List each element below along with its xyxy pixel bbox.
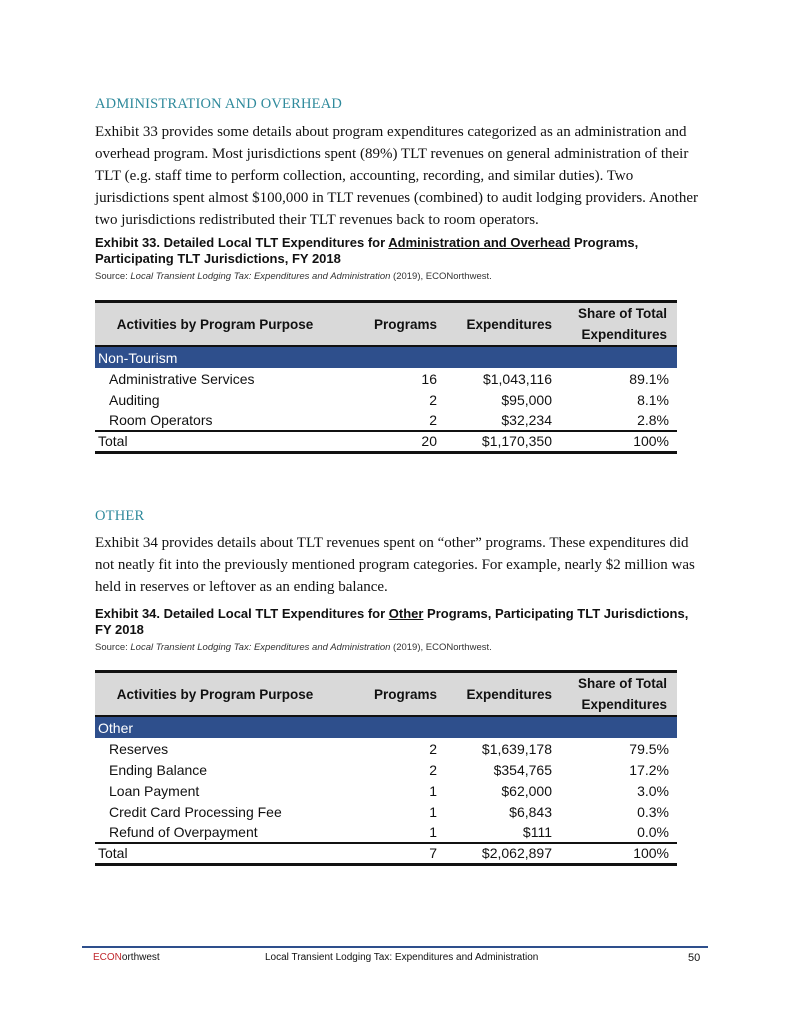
table-cell: Room Operators <box>109 412 213 428</box>
table-cell: 3.0% <box>637 782 669 799</box>
table-cell: 0.3% <box>637 803 669 820</box>
table-row <box>95 410 677 431</box>
section-heading-other: OTHER <box>95 508 145 524</box>
table-cell: 79.5% <box>629 740 669 757</box>
exhibit-33-table <box>95 300 677 454</box>
table-cell: 2.8% <box>637 412 669 428</box>
table-cell: $354,765 <box>493 761 552 778</box>
footer-brand: ECONorthwest <box>93 952 160 963</box>
col-header-activity: Activities by Program Purpose <box>95 672 335 717</box>
table-cell: 2 <box>429 761 437 778</box>
table-cell: 1 <box>429 803 437 820</box>
footer-title: Local Transient Lodging Tax: Expenditures and Administration <box>265 952 539 963</box>
table-cell: 100% <box>555 431 677 452</box>
table-cell: 17.2% <box>629 761 669 778</box>
table-row <box>95 759 677 780</box>
table-cell: $1,043,116 <box>482 370 552 387</box>
admin-paragraph: Exhibit 33 provides some details about program expenditures categorized as an administration and overhead program. Most jurisdictions spent (89%) TLT revenues on general administration of their TLT (e.g. staff time to perform collection, accounting, recording, and similar duties). Two jurisdictions spent almost $100,000 in TLT revenues (combined) to audit lodging providers. Another two jurisdictions redistributed their TLT revenues back to room operators. <box>95 124 698 228</box>
table-cell: 89.1% <box>629 370 669 387</box>
col-header-share: Share of Total Expenditures <box>555 672 677 717</box>
table-cell: Administrative Services <box>109 370 255 387</box>
table-cell: 2 <box>429 412 437 428</box>
table-cell: Credit Card Processing Fee <box>109 803 282 820</box>
table-cell: Auditing <box>109 391 160 408</box>
exhibit-34-title: Exhibit 34. Detailed Local TLT Expenditures for Other Programs, Participating TLT Jurisdictions, FY 2018 <box>95 606 689 637</box>
group-row: Non-Tourism <box>95 346 677 368</box>
table-cell: 16 <box>421 370 437 387</box>
page-number: 50 <box>688 952 701 964</box>
section-heading-admin: ADMINISTRATION AND OVERHEAD <box>95 96 343 112</box>
table-cell: 100% <box>555 843 677 864</box>
table-cell: $62,000 <box>501 782 552 799</box>
table-cell: $6,843 <box>509 803 552 820</box>
table-row <box>95 389 677 410</box>
table-cell: $32,234 <box>501 412 552 428</box>
table-cell: 2 <box>429 740 437 757</box>
table-cell: 2 <box>429 391 437 408</box>
total-row <box>95 431 677 452</box>
col-header-programs: Programs <box>335 672 440 717</box>
table-cell: 1 <box>429 782 437 799</box>
total-row <box>95 843 677 864</box>
col-header-activity: Activities by Program Purpose <box>95 302 335 347</box>
table-cell: $1,639,178 <box>481 740 552 757</box>
table-row <box>95 780 677 801</box>
col-header-expenditures: Expenditures <box>440 672 555 717</box>
exhibit-33-source: Source: Local Transient Lodging Tax: Expenditures and Administration (2019), ECONorthwest. <box>95 271 492 282</box>
table-cell: $1,170,350 <box>440 431 555 452</box>
table-cell: Reserves <box>109 740 169 757</box>
table-cell: $111 <box>522 824 552 840</box>
table-row <box>95 738 677 759</box>
col-header-expenditures: Expenditures <box>440 302 555 347</box>
group-row: Other <box>95 716 677 738</box>
exhibit-34-table <box>95 670 677 866</box>
table-cell: Loan Payment <box>109 782 200 799</box>
table-cell: $2,062,897 <box>440 843 555 864</box>
table-cell: 1 <box>429 824 437 840</box>
table-cell: 8.1% <box>637 391 669 408</box>
table-row <box>95 822 677 843</box>
table-row <box>95 801 677 822</box>
table-cell: 7 <box>335 843 440 864</box>
col-header-programs: Programs <box>335 302 440 347</box>
other-paragraph: Exhibit 34 provides details about TLT revenues spent on “other” programs. These expenditures did not neatly fit into the previously mentioned program categories. For example, nearly $2 million was held in reserves or leftover as an ending balance. <box>95 535 695 595</box>
table-cell: Total <box>95 431 335 452</box>
table-cell: Refund of Overpayment <box>109 824 258 840</box>
exhibit-34-source: Source: Local Transient Lodging Tax: Expenditures and Administration (2019), ECONorthwest. <box>95 642 492 653</box>
table-cell: 0.0% <box>637 824 669 840</box>
col-header-share: Share of Total Expenditures <box>555 302 677 347</box>
table-cell: Total <box>95 843 335 864</box>
footer-divider <box>82 946 708 948</box>
table-cell: Ending Balance <box>109 761 208 778</box>
table-cell: 20 <box>335 431 440 452</box>
table-row <box>95 368 677 389</box>
exhibit-33-title: Exhibit 33. Detailed Local TLT Expenditures for Administration and Overhead Programs, Participating TLT Jurisdictions, FY 2018 <box>95 235 639 266</box>
table-cell: $95,000 <box>501 391 552 408</box>
